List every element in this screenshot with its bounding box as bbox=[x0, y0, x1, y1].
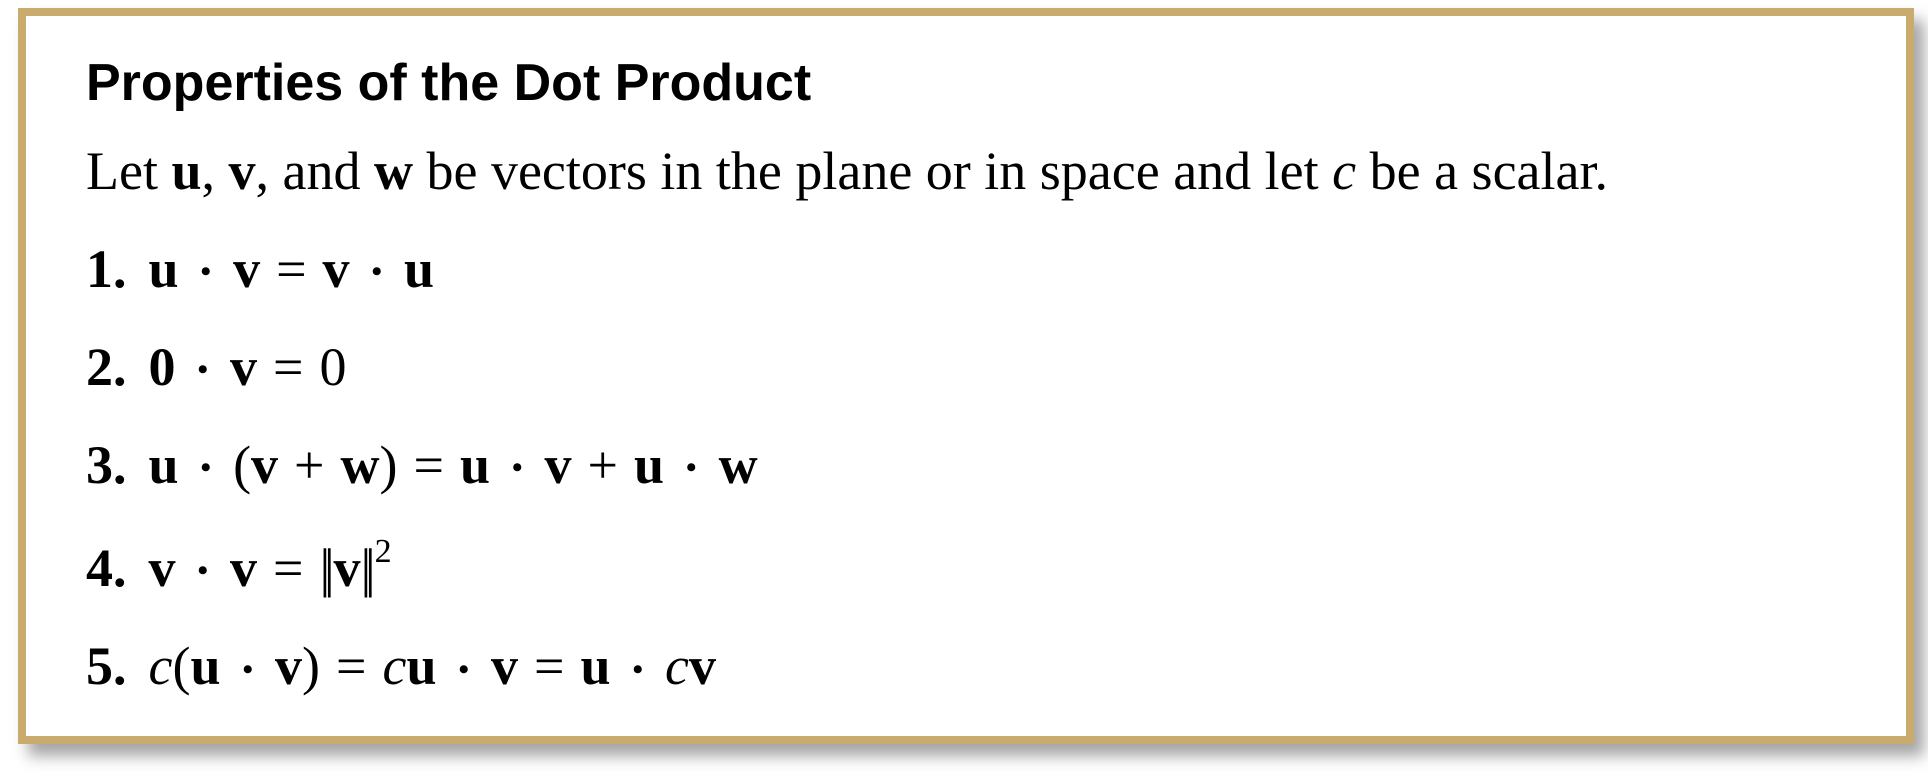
item-number: 5. bbox=[86, 636, 127, 697]
vector-u: u bbox=[148, 238, 179, 299]
close-paren: ) bbox=[379, 435, 398, 496]
property-equation bbox=[149, 636, 717, 696]
intro-text: Let bbox=[86, 140, 172, 201]
property-item-1 bbox=[86, 238, 1866, 300]
property-item-5 bbox=[86, 635, 1866, 697]
equals-sign: = bbox=[276, 238, 307, 299]
zero-scalar: 0 bbox=[319, 336, 347, 397]
vector-u: u bbox=[190, 636, 221, 697]
vector-v: v bbox=[689, 636, 716, 697]
property-equation bbox=[149, 337, 347, 397]
vector-v: v bbox=[322, 238, 350, 299]
close-paren: ) bbox=[302, 636, 320, 697]
dot-operator: • bbox=[686, 451, 697, 485]
property-item-3 bbox=[86, 434, 1866, 496]
intro-text: , and bbox=[255, 140, 374, 201]
vector-w: w bbox=[373, 140, 413, 201]
vector-u: u bbox=[634, 435, 665, 496]
dot-operator: • bbox=[200, 451, 212, 485]
vector-u: u bbox=[406, 636, 437, 697]
open-paren: ( bbox=[172, 636, 191, 697]
dot-operator: • bbox=[197, 554, 209, 588]
scalar-c: c bbox=[382, 636, 407, 697]
vector-w: w bbox=[718, 435, 758, 496]
norm-open-bars: || bbox=[319, 538, 329, 599]
vector-v: v bbox=[333, 538, 361, 599]
dot-operator: • bbox=[458, 652, 469, 686]
vector-u: u bbox=[171, 140, 202, 201]
intro-text: be vectors in the plane or in space and let bbox=[412, 140, 1333, 201]
vector-v: v bbox=[230, 538, 258, 599]
theorem-box-content bbox=[26, 54, 1906, 697]
dot-operator: • bbox=[632, 652, 644, 686]
vector-u: u bbox=[148, 435, 179, 496]
vector-v: v bbox=[148, 538, 176, 599]
item-number: 1. bbox=[86, 238, 127, 299]
equals-sign: = bbox=[273, 538, 304, 599]
equals-sign: = bbox=[336, 636, 367, 697]
vector-v: v bbox=[228, 140, 256, 201]
equals-sign: = bbox=[273, 336, 304, 397]
scalar-c: c bbox=[1332, 140, 1357, 201]
plus-sign: + bbox=[587, 435, 618, 496]
equals-sign: = bbox=[413, 435, 444, 496]
vector-v: v bbox=[275, 636, 303, 697]
property-item-4 bbox=[86, 532, 1866, 599]
item-number: 3. bbox=[86, 435, 127, 496]
vector-v: v bbox=[251, 435, 279, 496]
property-equation bbox=[148, 533, 392, 599]
property-equation bbox=[149, 435, 758, 495]
dot-operator: • bbox=[200, 255, 212, 289]
intro-sentence bbox=[86, 140, 1866, 202]
vector-v: v bbox=[233, 238, 261, 299]
superscript-2: 2 bbox=[374, 533, 392, 571]
item-number: 2. bbox=[86, 336, 127, 397]
equals-sign: = bbox=[534, 636, 565, 697]
dot-operator: • bbox=[197, 353, 209, 387]
plus-sign: + bbox=[294, 435, 325, 496]
zero-vector: 0 bbox=[148, 336, 176, 397]
property-equation bbox=[149, 239, 435, 299]
box-title: Properties of the Dot Product bbox=[86, 54, 812, 112]
intro-text: be a scalar. bbox=[1356, 140, 1608, 201]
scalar-c: c bbox=[665, 636, 689, 697]
vector-w: w bbox=[340, 435, 380, 496]
open-paren: ( bbox=[233, 435, 252, 496]
intro-text: , bbox=[201, 140, 229, 201]
dot-operator: • bbox=[512, 451, 523, 485]
item-number: 4. bbox=[86, 538, 127, 599]
dot-operator: • bbox=[242, 652, 254, 686]
property-item-2 bbox=[86, 336, 1866, 398]
vector-u: u bbox=[459, 435, 491, 496]
vector-v: v bbox=[544, 435, 572, 496]
vector-v: v bbox=[230, 336, 258, 397]
vector-v: v bbox=[491, 636, 518, 697]
theorem-box bbox=[18, 8, 1914, 744]
norm-close-bars: || bbox=[360, 538, 370, 599]
dot-operator: • bbox=[371, 255, 383, 289]
scalar-c: c bbox=[148, 636, 173, 697]
vector-u: u bbox=[580, 636, 611, 697]
vector-u: u bbox=[404, 238, 435, 299]
